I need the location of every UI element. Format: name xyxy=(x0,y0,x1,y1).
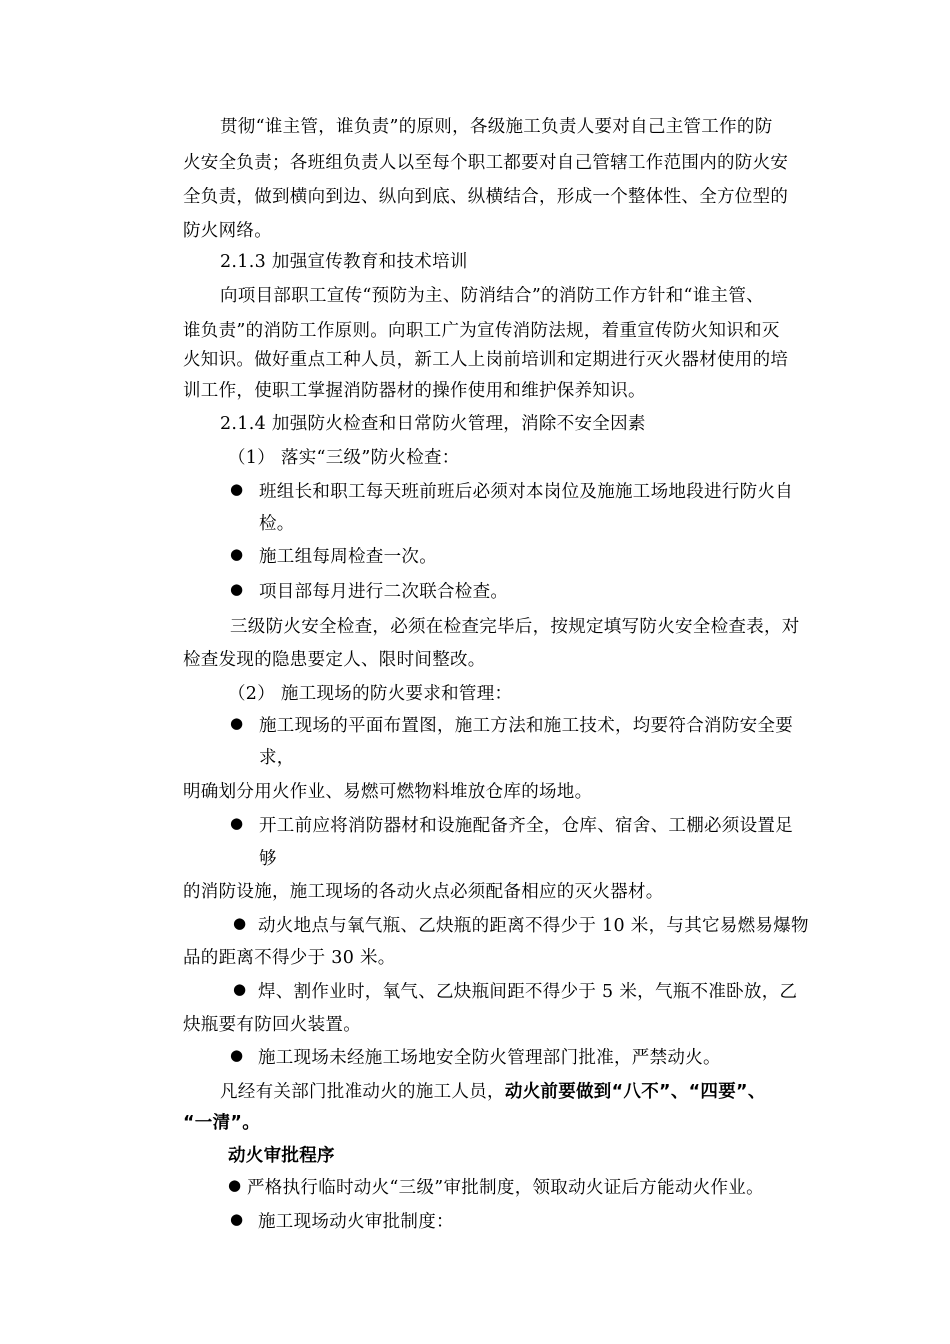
bullet3: 项目部每月进行二次联合检查。 xyxy=(259,582,509,602)
heading-approval-procedure: 动火审批程序 xyxy=(228,1146,335,1166)
bullet5-line3: 的消防设施，施工现场的各动火点必须配备相应的灭火器材。 xyxy=(183,882,664,902)
bullet-dot: ● xyxy=(230,1210,244,1228)
bullet2: 施工组每周检查一次。 xyxy=(259,547,437,567)
bullet-dot: ● xyxy=(233,980,247,998)
bullet1-line2: 检。 xyxy=(259,514,295,534)
bullet5-line1: 开工前应将消防器材和设施配备齐全，仓库、宿舍、工棚必须设置足 xyxy=(259,816,793,836)
bullet-dot: ● xyxy=(230,814,244,832)
para2-line1: 向项目部职工宣传“预防为主、防消结合”的消防工作方针和“谁主管、 xyxy=(220,286,764,306)
para1-line3: 全负责，做到横向到边、纵向到底、纵横结合，形成一个整体性、全方位型的 xyxy=(183,187,789,207)
para3-line1: 三级防火安全检查，必须在检查完毕后，按规定填写防火安全检查表，对 xyxy=(230,617,800,637)
bullet10: 施工现场动火审批制度： xyxy=(258,1212,454,1232)
bullet6-line2: 品的距离不得少于 30 米。 xyxy=(183,948,396,968)
para1-line4: 防火网络。 xyxy=(183,221,272,241)
para4-line1 xyxy=(220,1078,766,1103)
para2-line4: 训工作，使职工掌握消防器材的操作使用和维护保养知识。 xyxy=(183,381,646,401)
bullet4-line1: 施工现场的平面布置图，施工方法和施工技术，均要符合消防安全要 xyxy=(259,716,793,736)
bullet1-line1: 班组长和职工每天班前班后必须对本岗位及施施工场地段进行防火自 xyxy=(259,482,793,502)
heading-2-1-3: 2.1.3 加强宣传教育和技术培训 xyxy=(220,252,468,272)
subheading-1: （1） 落实“三级”防火检查： xyxy=(228,448,460,468)
heading-2-1-4: 2.1.4 加强防火检查和日常防火管理，消除不安全因素 xyxy=(220,414,646,434)
bullet7-line1: 焊、割作业时，氧气、乙炔瓶间距不得少于 5 米，气瓶不准卧放，乙 xyxy=(258,982,798,1002)
bullet-dot: ● xyxy=(230,1046,244,1064)
para4-plain: 凡经有关部门批准动火的施工人员， xyxy=(220,1082,505,1102)
bullet8: 施工现场未经施工场地安全防火管理部门批准，严禁动火。 xyxy=(258,1048,721,1068)
bullet-dot: ● xyxy=(230,545,244,563)
bullet4-line3: 明确划分用火作业、易燃可燃物料堆放仓库的场地。 xyxy=(183,782,593,802)
para1-line1: 贯彻“谁主管，谁负责”的原则，各级施工负责人要对自己主管工作的防 xyxy=(220,117,773,137)
bullet-dot: ● xyxy=(228,1176,242,1194)
para3-line2: 检查发现的隐患要定人、限时间整改。 xyxy=(183,650,486,670)
bullet-dot: ● xyxy=(230,714,244,732)
para4-line2: “一清”。 xyxy=(183,1113,261,1133)
bullet7-line2: 炔瓶要有防回火装置。 xyxy=(183,1015,361,1035)
bullet6-line1: 动火地点与氧气瓶、乙炔瓶的距离不得少于 10 米，与其它易燃易爆物 xyxy=(258,916,809,936)
para4-bold: 动火前要做到“八不”、“四要”、 xyxy=(504,1082,766,1102)
para2-line2: 谁负责”的消防工作原则。向职工广为宣传消防法规，着重宣传防火知识和灭 xyxy=(183,321,780,341)
bullet-dot: ● xyxy=(230,580,244,598)
bullet-dot: ● xyxy=(230,480,244,498)
bullet5-line2: 够 xyxy=(259,849,277,869)
para1-line2: 火安全负责；各班组负责人以至每个职工都要对自己管辖工作范围内的防火安 xyxy=(183,153,789,173)
subheading-2: （2） 施工现场的防火要求和管理： xyxy=(228,684,513,704)
bullet4-line2: 求， xyxy=(259,748,295,768)
bullet-dot: ● xyxy=(233,914,247,932)
bullet9: 严格执行临时动火“三级”审批制度，领取动火证后方能动火作业。 xyxy=(247,1178,764,1198)
para2-line3: 火知识。做好重点工种人员，新工人上岗前培训和定期进行灭火器材使用的培 xyxy=(183,350,789,370)
